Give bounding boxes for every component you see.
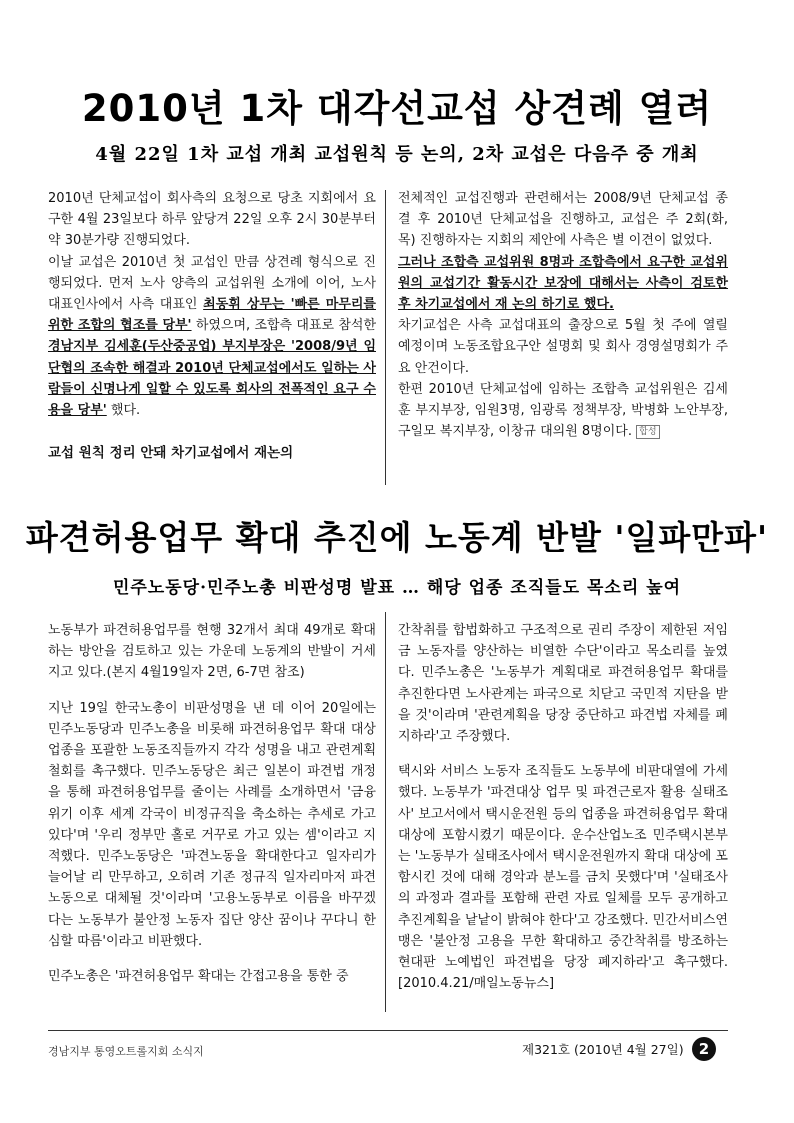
article2-paragraph: 민주노총은 '파견허용업무 확대는 간접고용을 통한 중 bbox=[48, 969, 349, 985]
article1-right-column bbox=[398, 188, 728, 442]
article1-column-divider bbox=[385, 190, 386, 485]
article2-headline: 파견허용업무 확대 추진에 노동계 반발 '일파만파' bbox=[25, 518, 769, 557]
article1-paragraph: 한편 2010년 단체교섭에 임하는 조합측 교섭위원은 김세훈 부지부장, 임원3명, 임광록 정책부장, 박병화 노안부장, 구일모 복지부장, 이창규 대의원 8명이다. 합성 bbox=[398, 381, 728, 440]
article2-paragraph: 노동부가 파견허용업무를 현행 32개서 최대 49개로 확대하는 방안을 검토하고 있는 가운데 노동계의 반발이 거세지고 있다.(본지 4월19일자 2면, 6-7면 참조) bbox=[48, 623, 376, 681]
article1-paragraph: 전체적인 교섭진행과 관련해서는 2008/9년 단체교섭 종결 후 2010년 단체교섭을 진행하고, 교섭은 주 2회(화, 목) 진행하자는 지회의 제안에 사측은 별 이견이 없었다. bbox=[398, 191, 728, 249]
article1-headline: 2010년 1차 대각선교섭 상견례 열려 bbox=[81, 87, 713, 130]
page-number: 2 bbox=[692, 1037, 716, 1061]
article2-left-column bbox=[48, 620, 376, 987]
article1-subhead: 교섭 원칙 정리 안돼 차기교섭에서 재논의 bbox=[48, 445, 294, 462]
footer-issue: 제321호 (2010년 4월 27일) bbox=[522, 1042, 684, 1057]
article2-column-divider bbox=[385, 612, 386, 1012]
article2-subheadline: 민주노동당·민주노총 비판성명 발표 … 해당 업종 조직들도 목소리 높여 bbox=[112, 578, 682, 598]
footer-rule bbox=[48, 1030, 728, 1031]
article1-paragraph: 이날 교섭은 2010년 첫 교섭인 만큼 상견례 형식으로 진행되었다. 먼저 노사 양측의 교섭위원 소개에 이어, 노사 대표인사에서 사측 대표인 최동휘 상무는 '빠른 마무리를 위한 조합의 협조를 당부' 하였으며, 조합측 대표로 참석한 경남지부 김세훈(두산중공업) 부지부장은 '2008/9년 임단협의 조속한 해결과 2010년 단체교섭에서도 일하는 사람들이 신명나게 일할 수 있도록 회사의 전폭적인 요구 수용을 당부' 했다. bbox=[48, 254, 376, 419]
stamp-badge: 합성 bbox=[636, 425, 659, 439]
article1-left-column bbox=[48, 188, 376, 464]
article2-paragraph: 지난 19일 한국노총이 비판성명을 낸 데 이어 20일에는 민주노동당과 민주노총을 비롯해 파견허용업무 확대 대상 업종을 포괄한 노동조직들까지 각각 성명을 내고 관련계획 철회를 촉구했다. 민주노동당은 최근 일본이 파견법 개정을 통해 파견허용업무를 줄이는 사례를 소개하면서 '금융위기 이후 세계 각국이 비정규직을 축소하는 추세로 가고 있다'며 '우리 정부만 홀로 거꾸로 가고 있는 셈'이라고 지적했다. 민주노동당은 '파견노동을 확대한다고 일자리가 늘어날 리 만무하고, 오히려 기존 정규직 일자리마저 파견노동으로 대체될 것'이라며 '고용노동부로 이름을 바꾸겠다는 노동부가 불안정 노동자 집단 양산 꿈이나 꾸다니 한심할 따름'이라고 비판했다. bbox=[48, 700, 376, 949]
article1-subheadline: 4월 22일 1차 교섭 개최 교섭원칙 등 논의, 2차 교섭은 다음주 중 개최 bbox=[95, 144, 699, 165]
article1-paragraph-emphasis: 그러나 조합측 교섭위원 8명과 조합측에서 요구한 교섭위원의 교섭기간 활동시간 보장에 대해서는 사측이 검토한 후 차기교섭에서 재 논의 하기로 했다. bbox=[398, 254, 728, 313]
article1-paragraph: 2010년 단체교섭이 회사측의 요청으로 당초 지회에서 요구한 4월 23일보다 하루 앞당겨 22일 오후 2시 30분부터 약 30분가량 진행되었다. bbox=[48, 191, 376, 249]
article2-paragraph: 택시와 서비스 노동자 조직들도 노동부에 비판대열에 가세했다. 노동부가 '파견대상 업무 및 파견근로자 활용 실태조사' 보고서에서 택시운전원 등의 업종을 파견허용업무 확대 대상에 포함시켰기 때문이다. 운수산업노조 민주택시본부는 '노동부가 실태조사에서 택시운전원까지 확대 대상에 포함시킨 것에 대해 경악과 분노를 금치 못했다'며 '실태조사의 과정과 결과를 포함해 관련 자료 일체를 모두 공개하고 추진계획을 낱낱이 밝혀야 한다'고 강조했다. 민간서비스연맹은 '불안정 고용을 무한 확대하고 중간착취를 방조하는 현대판 노예법인 파견법을 당장 폐지하라'고 촉구했다. [2010.4.21/매일노동뉴스] bbox=[398, 764, 728, 992]
article2-paragraph: 간착취를 합법화하고 구조적으로 권리 주장이 제한된 저임금 노동자를 양산하는 비열한 수단'이라고 목소리를 높였다. 민주노총은 '노동부가 계획대로 파견허용업무 확대를 추진한다면 노사관계는 파국으로 치닫고 국민적 지탄을 받을 것'이라며 '관련계획을 당장 중단하고 파견법 자체를 폐지하라'고 주장했다. bbox=[398, 623, 728, 745]
article1-paragraph: 차기교섭은 사측 교섭대표의 출장으로 5월 첫 주에 열릴 예정이며 노동조합요구안 설명회 및 회사 경영설명회가 주요 안건이다. bbox=[398, 318, 728, 376]
article2-right-column bbox=[398, 620, 728, 994]
source-citation: [2010.4.21/매일노동뉴스] bbox=[398, 976, 555, 992]
footer-publication: 경남지부 통영오트롤지회 소식지 bbox=[48, 1045, 204, 1058]
